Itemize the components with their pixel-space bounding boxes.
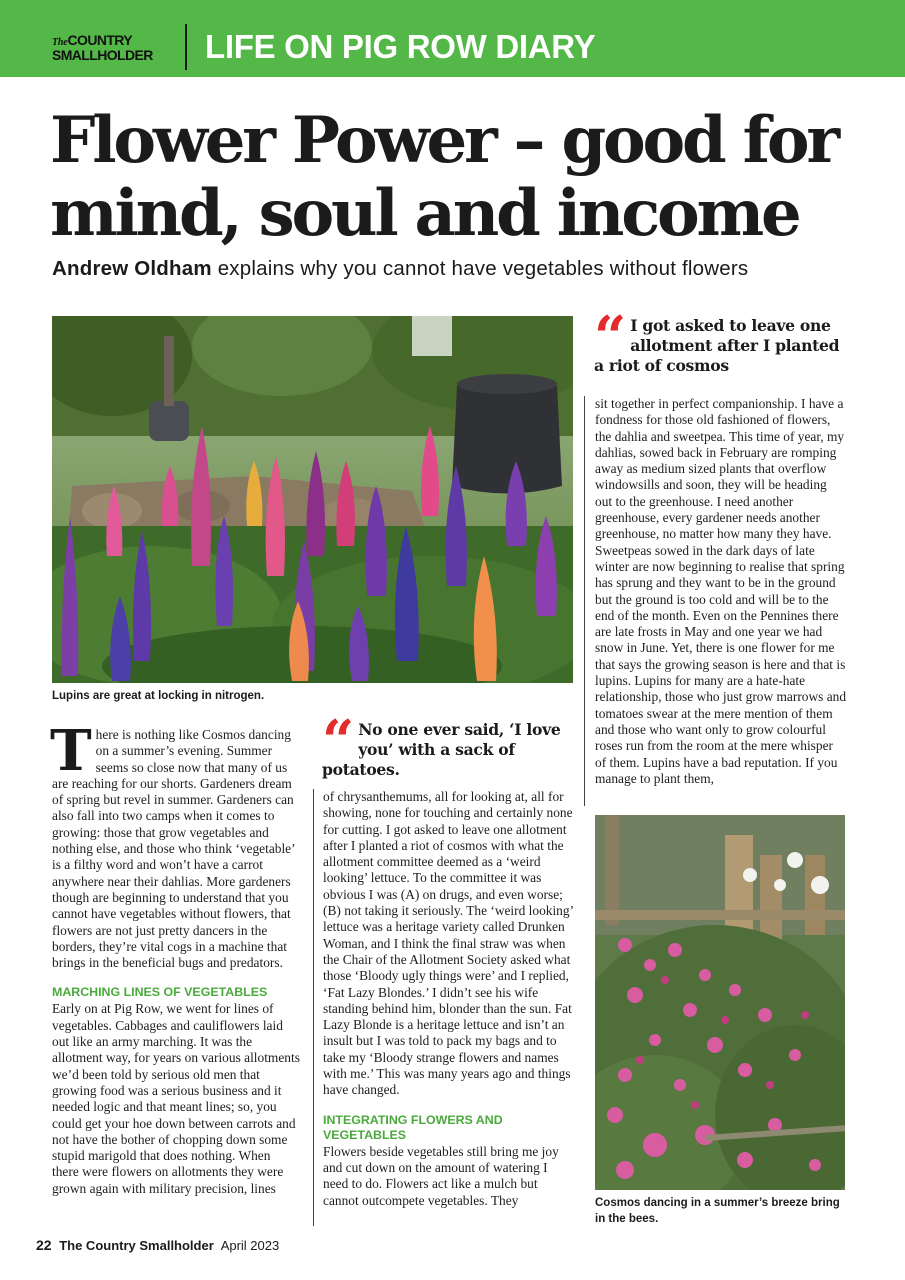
page-footer xyxy=(36,1237,279,1253)
magazine-logo xyxy=(52,34,170,62)
lupins-photo xyxy=(52,316,573,683)
logo-country: COUNTRY xyxy=(67,32,133,48)
lupins-caption: Lupins are great at locking in nitrogen. xyxy=(52,690,265,702)
intro-paragraph xyxy=(50,718,300,971)
pull-quote-text: No one ever said, ‘I love you’ with a sack of potatoes. xyxy=(322,720,561,779)
footer-issue: April 2023 xyxy=(220,1238,280,1253)
subhead-marching-lines: MARCHING LINES OF VEGETABLES xyxy=(52,985,268,1000)
logo-smallholder: SMALLHOLDER xyxy=(52,47,153,63)
standfirst-text: explains why you cannot have vegetables without flowers xyxy=(217,257,749,280)
body-paragraph: Flowers beside vegetables still bring me joy and cut down on the amount of watering I need to do. Flowers act like a mulch but cannot outcompete vegetables. They xyxy=(323,1143,559,1208)
column-rule xyxy=(313,789,314,1226)
body-paragraph: of chrysanthemums, all for looking at, all for showing, none for touching and certainly none for cutting. I got asked to leave one allotment after I planted a riot of cosmos with what the allotment committee deemed as a ‘weird looking’ lettuce. To the committee it was obvious I was (A) on drugs, and even worse; (B) not taking it seriously. The ‘weird looking’ lettuce was a heritage variety called Drunken Woman, and I think the final straw was when the Chair of the Allotment Society asked what those ‘Bloody ugly things were’ and I replied, ‘Fat Lazy Blondes.’ I didn’t see his wife standing behind him, blonder than the sun. Fat Lazy Blonde is a heritage lettuce and isn’t an insult but I was told to pack my bags and to take my ‘Bloody strange flowers and names with me.’ This was many years ago and things have changed. xyxy=(323,789,574,1098)
subhead-integrating: INTEGRATING FLOWERS AND VEGETABLES xyxy=(323,1112,503,1142)
cosmos-photo xyxy=(595,815,845,1190)
pull-quote-potatoes xyxy=(322,708,574,780)
quote-mark-icon: “ xyxy=(322,708,351,774)
section-title: LIFE ON PIG ROW DIARY xyxy=(205,28,596,65)
cosmos-caption: Cosmos dancing in a summer’s breeze bring in the bees. xyxy=(595,1197,840,1225)
body-column-3 xyxy=(595,396,847,787)
intro-text: here is nothing like Cosmos dancing on a summer’s evening. Summer seems so close now that many of us are reaching for our shorts. Gardeners dream of spring but revel in summer. Gardeners can also fall into two camps when it comes to growing: those that grow vegetables and nothing else, and those who think ‘vegetable’ is a filthy word and won’t have a carrot anywhere near their dahlias. More gardeners though are beginning to understand that you cannot have vegetables without flowers, that flowers are not just pretty dancers in the borders, they’re vital cogs in a machine that brings in the beneficial bugs and predators. xyxy=(52,727,295,971)
pull-quote-text: I got asked to leave one allotment after I planted a riot of cosmos xyxy=(594,316,840,375)
quote-mark-icon: “ xyxy=(594,304,623,370)
body-paragraph: sit together in perfect companionship. I have a fondness for those old fashioned of flowers, the dahlia and sweetpea. This time of year, my dahlias, sowed back in February are romping away as medium sized plants that overflow windowsills and soon, they will be heading out to the greenhouse. I need another greenhouse, every gardener needs another greenhouse, no matter how many they have. Sweetpeas sowed in the dark days of late winter are now beginning to realise that spring has sprung and they want to be in the ground but the ground is too cold and will be to the end of the month. Even on the Pennines there are late frosts in May and one year we had snow in June. Yet, there is one flower for me that says the growing season is here and that is lupins. Lupins for many are a hate-hate relationship, those who just grow marrows and tomatoes swear at the mere mention of them and those who want only to grow colourful roses run from the room at the mere whisper of them. Lupins have a bad reputation. If you manage to plant them, xyxy=(595,396,847,786)
article-headline: Flower Power – good for mind, soul and income xyxy=(50,103,837,251)
body-column-2 xyxy=(323,789,575,1209)
column-rule xyxy=(584,396,585,806)
article-standfirst xyxy=(52,257,872,281)
page-number: 22 xyxy=(36,1237,52,1253)
logo-the: The xyxy=(52,37,68,48)
header-divider xyxy=(185,24,187,70)
author-name: Andrew Oldham xyxy=(52,257,212,280)
drop-cap: T xyxy=(50,718,92,784)
footer-magazine: The Country Smallholder xyxy=(59,1238,214,1253)
pull-quote-cosmos xyxy=(594,304,849,376)
body-paragraph: Early on at Pig Row, we went for lines of vegetables. Cabbages and cauliflowers laid out like an army marching. It was the allotment way, for years on various allotments we’d been told by serious old men that growing food was a serious business and it needed logic and that meant lines; so, you could get your hoe down between carrots and not have the bother of chopping down some stupid marigold that does nothing. When there were flowers on allotments they were grown again with military precision, lines xyxy=(52,1001,300,1196)
body-column-1 xyxy=(50,718,300,1197)
